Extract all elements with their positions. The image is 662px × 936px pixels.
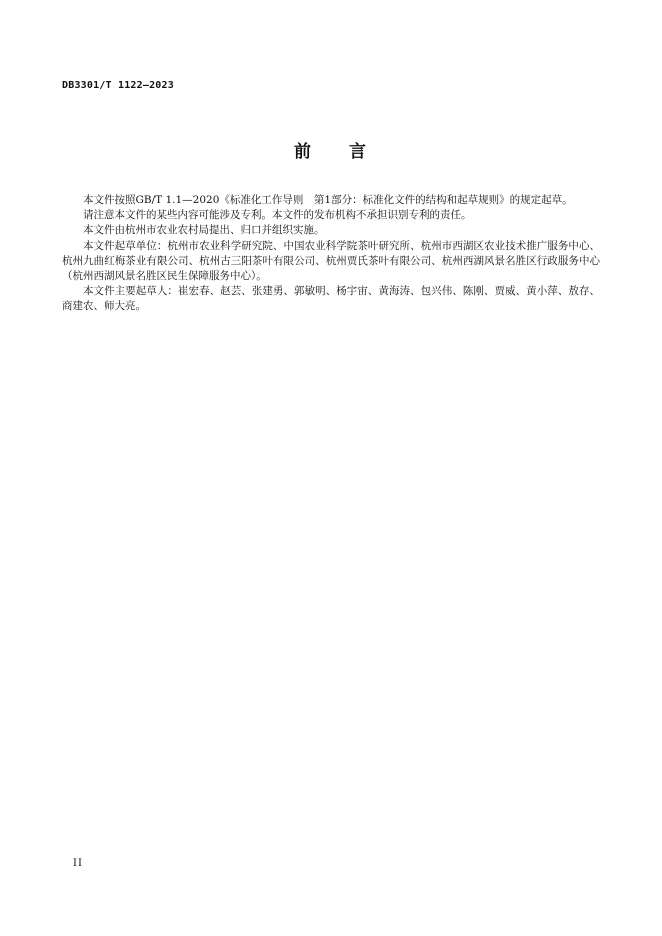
page-title <box>0 137 662 162</box>
paragraph-patent-notice: 请注意本文件的某些内容可能涉及专利。本文件的发布机构不承担识别专利的责任。 <box>83 209 472 222</box>
title-char-2: 言 <box>349 142 368 162</box>
paragraph-drafting-units: 本文件起草单位：杭州市农业科学研究院、中国农业科学院茶叶研究所、杭州市西湖区农业技术推广服务中心、杭州九曲红梅茶业有限公司、杭州古三阳茶叶有限公司、杭州贾氏茶叶有限公司、杭州西湖风景名胜区行政服务中心（杭州西湖风景名胜区民生保障服务中心）。 <box>62 239 600 283</box>
paragraph-drafters: 本文件主要起草人：崔宏春、赵芸、张建勇、郭敏明、杨宇宙、黄海涛、包兴伟、陈刚、贾威、黄小萍、敖存、商建农、师大亮。 <box>62 285 600 313</box>
foreword-body <box>62 193 600 315</box>
title-char-1: 前 <box>294 142 313 162</box>
standard-code: DB3301/T 1122—2023 <box>62 80 174 91</box>
paragraph-drafting-rules: 本文件按照GB/T 1.1—2020《标准化工作导则 第1部分：标准化文件的结构和起草规则》的规定起草。 <box>83 194 573 206</box>
paragraph-proposer: 本文件由杭州市农业农村局提出、归口并组织实施。 <box>83 224 325 237</box>
page-number: II <box>73 858 83 869</box>
